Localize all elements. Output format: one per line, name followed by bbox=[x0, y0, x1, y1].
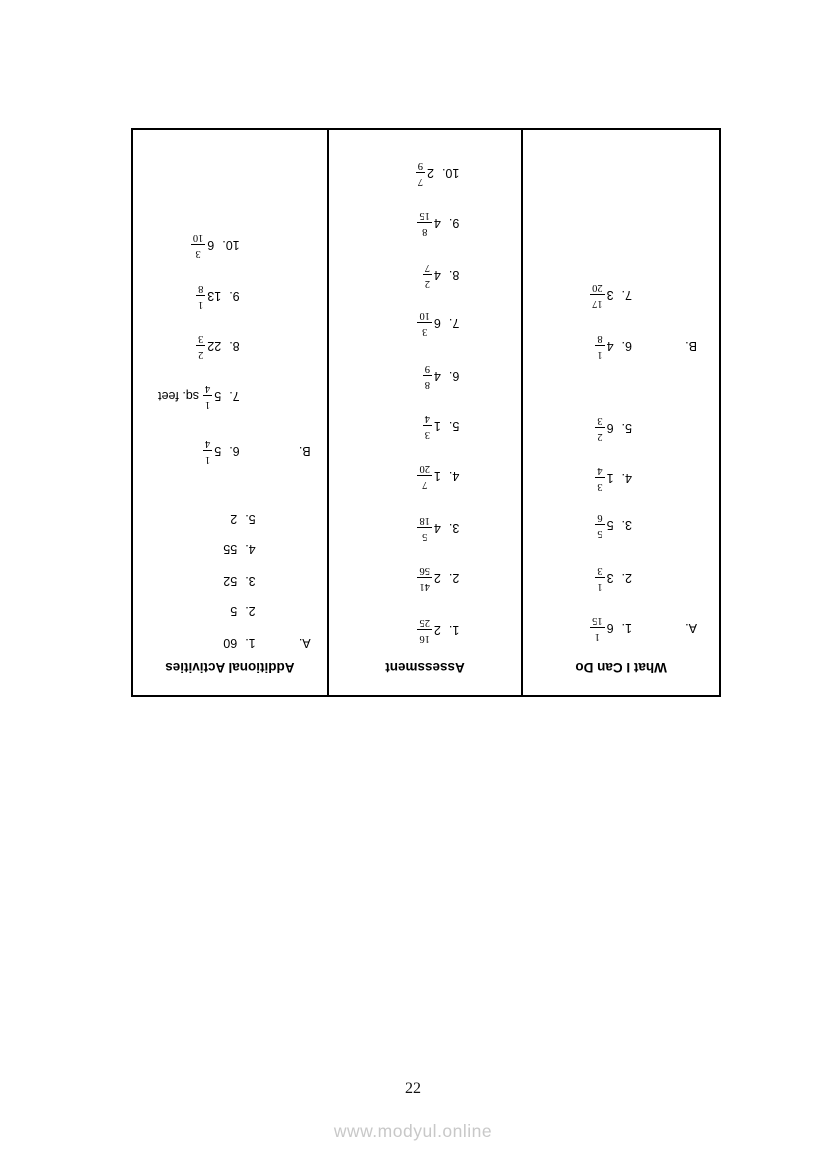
column-header-assessment: Assessment bbox=[385, 660, 465, 675]
answer-fraction bbox=[595, 415, 604, 441]
fraction-denominator: 6 bbox=[597, 512, 603, 524]
answer-whole-number: 6 bbox=[606, 621, 614, 635]
group-label-b: B. bbox=[685, 339, 697, 353]
fraction-numerator: 3 bbox=[424, 429, 430, 440]
answer-row bbox=[158, 378, 240, 414]
answer-unit-suffix: sq. feet bbox=[158, 389, 200, 403]
item-number: 7. bbox=[229, 389, 240, 403]
answer-key-table bbox=[131, 128, 721, 697]
item-number: 1. bbox=[448, 623, 460, 637]
item-number: 6. bbox=[448, 369, 460, 383]
column-header-additional-activities: Additional Activities bbox=[165, 660, 295, 675]
item-number: 9. bbox=[229, 289, 240, 303]
fraction-denominator: 4 bbox=[424, 413, 430, 425]
answer-fraction bbox=[417, 565, 432, 591]
fraction-numerator: 3 bbox=[597, 481, 603, 492]
item-number: 9. bbox=[448, 216, 460, 230]
answer-fraction bbox=[595, 465, 604, 491]
answer-whole-number: 5 bbox=[606, 518, 614, 532]
item-number: 10. bbox=[222, 238, 240, 252]
answer-whole-number: 6 bbox=[606, 421, 614, 435]
answer-row bbox=[417, 560, 459, 596]
fraction-denominator: 9 bbox=[424, 363, 430, 375]
answer-whole-number: 3 bbox=[606, 288, 614, 302]
answer-fraction bbox=[203, 383, 212, 409]
answer-row bbox=[417, 612, 459, 648]
answer-fraction bbox=[196, 283, 205, 309]
fraction-denominator: 20 bbox=[592, 282, 603, 294]
answer-whole-number: 4 bbox=[433, 216, 441, 230]
item-number: 6. bbox=[229, 444, 240, 458]
fraction-numerator: 1 bbox=[205, 399, 211, 410]
fraction-numerator: 7 bbox=[417, 176, 423, 187]
fraction-denominator: 7 bbox=[424, 262, 430, 274]
fraction-numerator: 1 bbox=[594, 631, 600, 642]
answer-fraction bbox=[595, 333, 604, 359]
answer-whole-number: 2 bbox=[427, 166, 434, 180]
fraction-numerator: 1 bbox=[597, 581, 603, 592]
fraction-denominator: 3 bbox=[597, 565, 603, 577]
answer-fraction bbox=[595, 512, 604, 538]
column-assessment bbox=[329, 130, 524, 695]
answer-fraction bbox=[417, 617, 432, 643]
item-number: 7. bbox=[448, 316, 460, 330]
answer-fraction bbox=[196, 333, 205, 359]
answer-row bbox=[191, 227, 240, 263]
item-number: 5. bbox=[621, 421, 632, 435]
item-number: 2. bbox=[448, 571, 460, 585]
fraction-denominator: 25 bbox=[419, 617, 430, 629]
item-number: 3. bbox=[448, 521, 460, 535]
item-number: 8. bbox=[448, 268, 460, 282]
answer-fraction bbox=[416, 160, 425, 186]
column-header-what-i-can-do: What I Can Do bbox=[575, 660, 667, 675]
answer-whole-number: 4 bbox=[433, 521, 441, 535]
answer-fraction bbox=[191, 232, 206, 258]
answer-fraction bbox=[417, 310, 432, 336]
item-number: 5. bbox=[448, 419, 460, 433]
group-label-a: A. bbox=[685, 621, 697, 635]
answer-whole-number: 5 bbox=[214, 389, 222, 403]
answer-row bbox=[203, 433, 311, 469]
fraction-numerator: 2 bbox=[424, 278, 430, 289]
item-number: 1. bbox=[621, 621, 632, 635]
answer-whole-number: 2 bbox=[433, 623, 441, 637]
fraction-numerator: 2 bbox=[198, 349, 204, 360]
answer-fraction bbox=[417, 210, 432, 236]
answer-row bbox=[595, 328, 697, 364]
fraction-denominator: 15 bbox=[419, 210, 430, 222]
answer-whole-number: 2 bbox=[433, 571, 441, 585]
answer-whole-number: 1 bbox=[606, 471, 614, 485]
fraction-denominator: 8 bbox=[597, 333, 603, 345]
fraction-denominator: 20 bbox=[419, 463, 430, 475]
fraction-denominator: 18 bbox=[419, 515, 430, 527]
item-number: 1. bbox=[245, 636, 256, 650]
answer-fraction bbox=[203, 438, 212, 464]
fraction-numerator: 1 bbox=[198, 299, 204, 310]
answer-row bbox=[423, 257, 460, 293]
answer-whole-number: 5 bbox=[214, 444, 222, 458]
column-what-i-can-do bbox=[523, 130, 719, 695]
item-number: 5. bbox=[245, 512, 256, 526]
fraction-denominator: 10 bbox=[192, 232, 204, 244]
column-additional-activities bbox=[133, 130, 329, 695]
fraction-numerator: 16 bbox=[419, 633, 430, 644]
answer-row bbox=[223, 540, 255, 558]
item-number: 4. bbox=[245, 542, 256, 556]
group-label-a: A. bbox=[298, 636, 311, 650]
fraction-denominator: 15 bbox=[592, 615, 603, 627]
item-number: 8. bbox=[229, 339, 240, 353]
item-number: 4. bbox=[621, 471, 632, 485]
answer-row bbox=[417, 458, 459, 494]
answer-row bbox=[423, 408, 460, 444]
answer-whole-number: 13 bbox=[207, 289, 222, 303]
answer-whole-number: 55 bbox=[223, 542, 238, 556]
answer-row bbox=[417, 305, 459, 341]
answer-row bbox=[595, 410, 632, 446]
answer-whole-number: 6 bbox=[207, 238, 215, 252]
page-number: 22 bbox=[405, 1080, 421, 1097]
item-number: 4. bbox=[448, 469, 460, 483]
answer-fraction bbox=[423, 413, 432, 439]
fraction-numerator: 2 bbox=[597, 431, 603, 442]
answer-whole-number: 1 bbox=[433, 469, 441, 483]
item-number: 6. bbox=[621, 339, 632, 353]
item-number: 3. bbox=[245, 574, 256, 588]
watermark-text: www.modyul.online bbox=[333, 1121, 493, 1141]
answer-row bbox=[595, 560, 632, 596]
fraction-numerator: 1 bbox=[205, 454, 211, 465]
fraction-numerator: 41 bbox=[419, 581, 430, 592]
answer-fraction bbox=[423, 262, 432, 288]
answer-row bbox=[196, 278, 240, 314]
item-number: 3. bbox=[621, 518, 632, 532]
fraction-denominator: 10 bbox=[419, 310, 430, 322]
answer-row bbox=[595, 460, 632, 496]
fraction-numerator: 5 bbox=[597, 528, 603, 539]
answer-whole-number: 5 bbox=[230, 604, 238, 618]
fraction-denominator: 4 bbox=[205, 383, 211, 395]
answer-row bbox=[417, 205, 459, 241]
fraction-denominator: 8 bbox=[198, 283, 204, 295]
fraction-denominator: 3 bbox=[597, 415, 603, 427]
fraction-denominator: 4 bbox=[597, 465, 603, 477]
answer-whole-number: 3 bbox=[606, 571, 614, 585]
answer-row bbox=[423, 358, 460, 394]
answer-whole-number: 52 bbox=[223, 574, 238, 588]
answer-row bbox=[417, 510, 459, 546]
fraction-numerator: 3 bbox=[195, 248, 201, 259]
answer-row bbox=[223, 572, 255, 590]
item-number: 10. bbox=[441, 166, 460, 180]
fraction-denominator: 9 bbox=[417, 160, 423, 172]
answer-fraction bbox=[590, 615, 605, 641]
answer-row bbox=[223, 634, 311, 652]
answer-whole-number: 60 bbox=[223, 636, 238, 650]
answer-whole-number: 4 bbox=[433, 268, 441, 282]
answer-whole-number: 6 bbox=[433, 316, 441, 330]
item-number: 2. bbox=[621, 571, 632, 585]
fraction-denominator: 56 bbox=[419, 565, 430, 577]
fraction-numerator: 8 bbox=[422, 226, 428, 237]
answer-fraction bbox=[417, 463, 432, 489]
fraction-numerator: 1 bbox=[597, 349, 603, 360]
fraction-denominator: 4 bbox=[205, 438, 211, 450]
fraction-numerator: 5 bbox=[422, 531, 428, 542]
answer-fraction bbox=[595, 565, 604, 591]
fraction-numerator: 7 bbox=[422, 479, 428, 490]
fraction-numerator: 17 bbox=[592, 298, 603, 309]
fraction-denominator: 3 bbox=[198, 333, 204, 345]
item-number: 2. bbox=[245, 604, 256, 618]
group-label-b: B. bbox=[298, 444, 311, 458]
answer-row bbox=[590, 277, 632, 313]
answer-row bbox=[196, 328, 240, 364]
answer-row bbox=[416, 155, 460, 191]
answer-whole-number: 4 bbox=[433, 369, 441, 383]
answer-whole-number: 1 bbox=[433, 419, 441, 433]
answer-whole-number: 22 bbox=[207, 339, 222, 353]
answer-row bbox=[230, 602, 255, 620]
answer-whole-number: 4 bbox=[606, 339, 614, 353]
item-number: 7. bbox=[621, 288, 632, 302]
fraction-numerator: 8 bbox=[424, 379, 430, 390]
answer-row bbox=[595, 507, 632, 543]
fraction-numerator: 3 bbox=[422, 326, 428, 337]
answer-row bbox=[590, 610, 697, 646]
answer-fraction bbox=[423, 363, 432, 389]
answer-fraction bbox=[417, 515, 432, 541]
answer-row bbox=[230, 510, 255, 528]
answer-fraction bbox=[590, 282, 605, 308]
answer-whole-number: 2 bbox=[230, 512, 238, 526]
